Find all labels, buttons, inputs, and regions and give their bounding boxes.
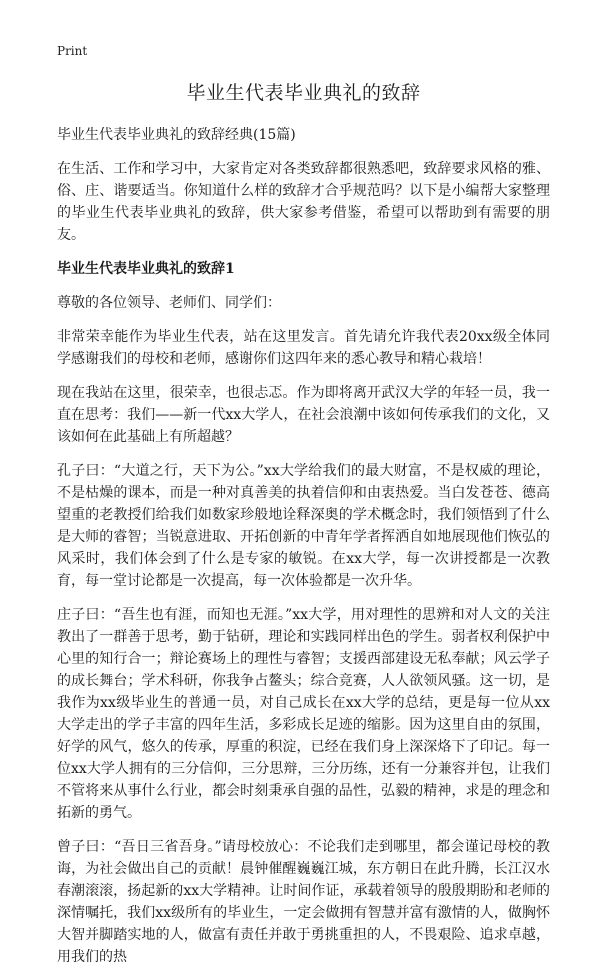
intro-paragraph: 在生活、工作和学习中，大家肯定对各类致辞都很熟悉吧，致辞要求风格的雅、俗、庄、谐要适当。你知道什么样的致辞才合乎规范吗？以下是小编帮大家整理的毕业生代表毕业典礼的致辞，供大家参考借鉴，希望可以帮助到有需要的朋友。 — [57, 161, 550, 243]
body-paragraph: 曾子曰：“吾日三省吾身。”请母校放心：不论我们走到哪里，都会谨记母校的教诲，为社会做出自己的贡献！晨钟催醒巍巍江城，东方朝日在此升腾，长江汉水春潮滚滚，扬起新的xx大学精神。让时间作证，承载着领导的殷殷期盼和老师的深情嘱托，我们xx级所有的毕业生，一定会做拥有智慧并富有激情的人，做胸怀大智并脚踏实地的人，做富有责任并敢于勇挑重担的人，不畏艰险、追求卓越，用我们的热 — [57, 839, 550, 965]
body-paragraph: 非常荣幸能作为毕业生代表，站在这里发言。首先请允许我代表20xx级全体同学感谢我们的母校和老师，感谢你们这四年来的悉心教导和精心栽培！ — [57, 329, 550, 367]
document-title: 毕业生代表毕业典礼的致辞 — [186, 82, 421, 104]
document-subtitle: 毕业生代表毕业典礼的致辞经典(15篇) — [57, 127, 296, 143]
section-title: 毕业生代表毕业典礼的致辞1 — [57, 261, 235, 277]
body-paragraph: 孔子曰：“大道之行，天下为公。”xx大学给我们的最大财富，不是权威的理论，不是枯燥的课本，而是一种对真善美的执着信仰和由衷热爱。当白发苍苍、德高望重的老教授们给我们如数家珍般地诠释深奥的学术概念时，我们领悟到了什么是大师的睿智；当锐意进取、开拓创新的中青年学者挥洒自如地展现他们恢弘的风采时，我们体会到了什么是专家的敏锐。在xx大学，每一次讲授都是一次教育，每一堂讨论都是一次提高，每一次体验都是一次升华。 — [57, 463, 550, 589]
body-paragraph: 庄子曰：“吾生也有涯，而知也无涯。”xx大学，用对理性的思辨和对人文的关注教出了一群善于思考，勤于钻研，理论和实践同样出色的学生。弱者权利保护中心里的知行合一；辩论赛场上的理性与睿智；支援西部建设无私奉献；风云学子的成长舞台；学术科研，你我争占鳌头；综合竞赛，人人欲领风骚。这一切，是我作为xx级毕业生的普通一员，对自己成长在xx大学的总结，更是每一位从xx大学走出的学子丰富的四年生活，多彩成长足迹的缩影。因为这里自由的氛围，好学的风气，悠久的传承，厚重的积淀，已经在我们身上深深烙下了印记。每一位xx大学人拥有的三分信仰，三分思辩，三分历练，还有一分兼容并包，让我们不管将来从事什么行业，都会时刻秉承自强的品性，弘毅的精神，求是的理念和拓新的勇气。 — [57, 607, 550, 821]
print-label: Print — [57, 44, 88, 58]
body-paragraph: 现在我站在这里，很荣幸，也很忐忑。作为即将离开武汉大学的年轻一员，我一直在思考：我们——新一代xx大学人，在社会浪潮中该如何传承我们的文化，又该如何在此基础上有所超越？ — [57, 385, 550, 445]
salutation-paragraph: 尊敬的各位领导、老师们、同学们： — [57, 295, 281, 311]
